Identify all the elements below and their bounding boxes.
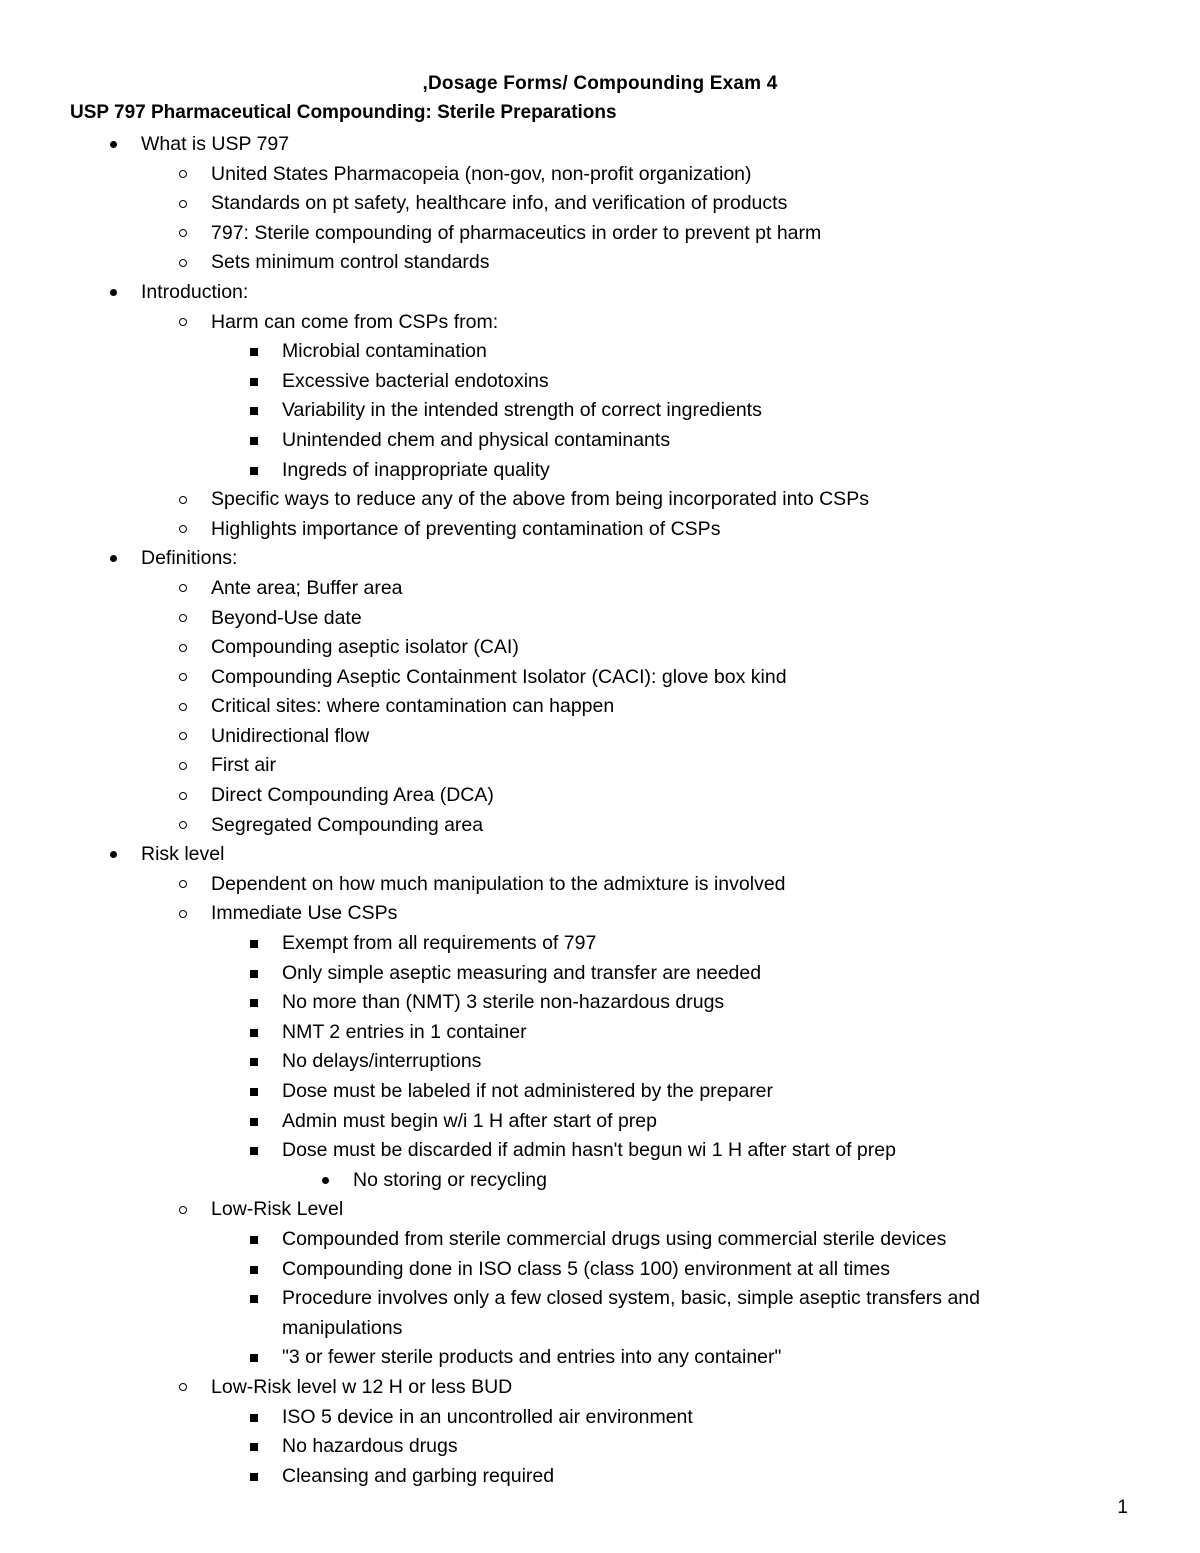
- list-item-level-3: [0, 456, 1200, 486]
- list-item-text: Cleansing and garbing required: [282, 1464, 555, 1487]
- list-item-text: No storing or recycling: [353, 1168, 547, 1191]
- square-bullet-icon: [250, 1029, 258, 1037]
- hollow-circle-bullet-icon: [179, 259, 187, 267]
- list-item-text: Compounding done in ISO class 5 (class 100) environment at all times: [282, 1257, 891, 1280]
- hollow-circle-bullet-icon: [179, 229, 187, 237]
- list-item-text: Dose must be labeled if not administered by the preparer: [282, 1080, 774, 1102]
- hollow-circle-bullet-icon: [179, 673, 187, 681]
- page-number: 1: [1117, 1497, 1128, 1518]
- square-bullet-icon: [250, 348, 258, 356]
- list-item-text: Risk level: [141, 843, 225, 866]
- hollow-circle-bullet-icon: [179, 1206, 187, 1214]
- square-bullet-icon: [250, 1088, 258, 1096]
- square-bullet-icon: [250, 1266, 258, 1274]
- list-item-text: Variability in the intended strength of correct ingredients: [282, 399, 762, 422]
- list-item-level-2: [0, 515, 1200, 545]
- square-bullet-icon: [250, 940, 258, 948]
- hollow-circle-bullet-icon: [179, 644, 187, 652]
- list-item-text: No hazardous drugs: [282, 1435, 458, 1458]
- hollow-circle-bullet-icon: [179, 703, 187, 711]
- hollow-circle-bullet-icon: [179, 525, 187, 533]
- list-item-level-2: [0, 751, 1200, 781]
- list-item-text: Unintended chem and physical contaminants: [282, 428, 671, 451]
- list-item-text: Compounding aseptic isolator (CAI): [211, 636, 519, 659]
- square-bullet-icon: [250, 1443, 258, 1451]
- list-item-level-3: [0, 959, 1200, 989]
- list-item-text: Dependent on how much manipulation to the admixture is involved: [211, 872, 786, 895]
- list-item-level-3: [0, 1047, 1200, 1077]
- list-item-level-2: [0, 811, 1200, 841]
- hollow-circle-bullet-icon: [179, 910, 187, 918]
- list-item-level-3: [0, 426, 1200, 456]
- filled-bullet-icon: [110, 289, 117, 296]
- hollow-circle-bullet-icon: [179, 496, 187, 504]
- list-item-text: ISO 5 device in an uncontrolled air environment: [282, 1405, 693, 1428]
- list-item-text: Sets minimum control standards: [211, 251, 490, 274]
- list-item-level-2: [0, 485, 1200, 515]
- list-item-level-2: [0, 189, 1200, 219]
- list-item-level-2: [0, 1195, 1200, 1225]
- list-item-level-3: [0, 337, 1200, 367]
- list-item-level-4: [0, 1166, 1200, 1196]
- list-item-level-3: [0, 1107, 1200, 1137]
- square-bullet-icon: [250, 1147, 258, 1155]
- list-item-text: Highlights importance of preventing contamination of CSPs: [211, 517, 721, 540]
- list-item-level-2: [0, 663, 1200, 693]
- list-item-level-2: [0, 248, 1200, 278]
- hollow-circle-bullet-icon: [179, 170, 187, 178]
- square-bullet-icon: [250, 467, 258, 475]
- list-item-text: Segregated Compounding area: [211, 813, 484, 836]
- list-item-text: What is USP 797: [141, 133, 290, 155]
- list-item-text: NMT 2 entries in 1 container: [282, 1020, 527, 1043]
- list-item-level-2: [0, 574, 1200, 604]
- list-item-text: Compounding Aseptic Containment Isolator (CACI): glove box kind: [211, 665, 787, 688]
- square-bullet-icon: [250, 407, 258, 415]
- list-item-text: Low-Risk Level: [211, 1198, 344, 1221]
- list-item-text: Introduction:: [141, 280, 249, 303]
- filled-bullet-icon: [322, 1177, 329, 1184]
- list-item-level-2: [0, 870, 1200, 900]
- list-item-level-3: [0, 1343, 1200, 1373]
- list-item-text: "3 or fewer sterile products and entries into any container": [282, 1346, 782, 1369]
- list-item-level-3: [0, 1462, 1200, 1492]
- list-item-level-3: [0, 1077, 1200, 1107]
- list-item-level-2: [0, 781, 1200, 811]
- square-bullet-icon: [250, 437, 258, 445]
- list-item-level-2: [0, 308, 1200, 338]
- list-item-level-3: [0, 1018, 1200, 1048]
- hollow-circle-bullet-icon: [179, 200, 187, 208]
- bullet-outline: [0, 130, 1200, 1491]
- list-item-level-3: [0, 1432, 1200, 1462]
- filled-bullet-icon: [110, 141, 117, 148]
- list-item-text: Microbial contamination: [282, 340, 487, 363]
- filled-bullet-icon: [110, 555, 117, 562]
- list-item-level-1: [0, 130, 1200, 160]
- list-item-level-1: [0, 278, 1200, 308]
- list-item-text: Admin must begin w/i 1 H after start of prep: [282, 1109, 657, 1132]
- list-item-level-3: [0, 367, 1200, 397]
- list-item-text: Beyond-Use date: [211, 606, 362, 629]
- list-item-text: United States Pharmacopeia (non-gov, non-profit organization): [211, 162, 752, 185]
- list-item-text: Critical sites: where contamination can happen: [211, 695, 615, 718]
- list-item-text: Ante area; Buffer area: [211, 576, 403, 599]
- section-heading: USP 797 Pharmaceutical Compounding: Sterile Preparations: [70, 102, 617, 123]
- list-item-level-2: [0, 1373, 1200, 1403]
- list-item-text: Standards on pt safety, healthcare info, and verification of products: [211, 192, 788, 215]
- list-item-level-1: [0, 840, 1200, 870]
- square-bullet-icon: [250, 1236, 258, 1244]
- list-item-text: Ingreds of inappropriate quality: [282, 458, 550, 481]
- filled-bullet-icon: [110, 851, 117, 858]
- square-bullet-icon: [250, 999, 258, 1007]
- list-item-level-2: [0, 219, 1200, 249]
- list-item-text: First air: [211, 754, 276, 777]
- square-bullet-icon: [250, 378, 258, 386]
- list-item-text: No more than (NMT) 3 sterile non-hazardous drugs: [282, 991, 725, 1014]
- hollow-circle-bullet-icon: [179, 880, 187, 888]
- hollow-circle-bullet-icon: [179, 792, 187, 800]
- list-item-level-3: [0, 1136, 1200, 1166]
- square-bullet-icon: [250, 1058, 258, 1066]
- square-bullet-icon: [250, 1295, 258, 1303]
- list-item-text: Harm can come from CSPs from:: [211, 310, 499, 333]
- document-title: ,Dosage Forms/ Compounding Exam 4: [422, 73, 778, 94]
- list-item-text: Exempt from all requirements of 797: [282, 932, 597, 955]
- list-item-text: 797: Sterile compounding of pharmaceutics in order to prevent pt harm: [211, 221, 822, 244]
- list-item-text: Low-Risk level w 12 H or less BUD: [211, 1375, 513, 1398]
- list-item-text: Direct Compounding Area (DCA): [211, 784, 494, 807]
- list-item-level-2: [0, 604, 1200, 634]
- list-item-text: Specific ways to reduce any of the above from being incorporated into CSPs: [211, 488, 869, 511]
- square-bullet-icon: [250, 1414, 258, 1422]
- list-item-text: Procedure involves only a few closed system, basic, simple aseptic transfers and manipulations: [282, 1287, 980, 1339]
- list-item-text: Definitions:: [141, 547, 238, 570]
- list-item-level-3: [0, 988, 1200, 1018]
- hollow-circle-bullet-icon: [179, 732, 187, 740]
- hollow-circle-bullet-icon: [179, 821, 187, 829]
- square-bullet-icon: [250, 1118, 258, 1126]
- list-item-level-2: [0, 722, 1200, 752]
- list-item-level-1: [0, 544, 1200, 574]
- list-item-level-3: [0, 1255, 1200, 1285]
- list-item-level-3: [0, 1403, 1200, 1433]
- list-item-level-3: [0, 929, 1200, 959]
- list-item-text: No delays/interruptions: [282, 1050, 482, 1073]
- hollow-circle-bullet-icon: [179, 614, 187, 622]
- list-item-level-3: [0, 1225, 1200, 1255]
- square-bullet-icon: [250, 970, 258, 978]
- hollow-circle-bullet-icon: [179, 584, 187, 592]
- list-item-text: Excessive bacterial endotoxins: [282, 369, 549, 392]
- list-item-level-3: [0, 1284, 1200, 1343]
- list-item-level-2: [0, 633, 1200, 663]
- list-item-level-2: [0, 692, 1200, 722]
- list-item-text: Unidirectional flow: [211, 724, 370, 747]
- list-item-level-3: [0, 396, 1200, 426]
- list-item-text: Immediate Use CSPs: [211, 902, 398, 925]
- list-item-text: Dose must be discarded if admin hasn't begun wi 1 H after start of prep: [282, 1139, 896, 1162]
- square-bullet-icon: [250, 1354, 258, 1362]
- square-bullet-icon: [250, 1473, 258, 1481]
- hollow-circle-bullet-icon: [179, 762, 187, 770]
- list-item-text: Only simple aseptic measuring and transfer are needed: [282, 961, 762, 984]
- list-item-level-2: [0, 899, 1200, 929]
- list-item-text: Compounded from sterile commercial drugs using commercial sterile devices: [282, 1227, 947, 1250]
- list-item-level-2: [0, 160, 1200, 190]
- hollow-circle-bullet-icon: [179, 318, 187, 326]
- hollow-circle-bullet-icon: [179, 1383, 187, 1391]
